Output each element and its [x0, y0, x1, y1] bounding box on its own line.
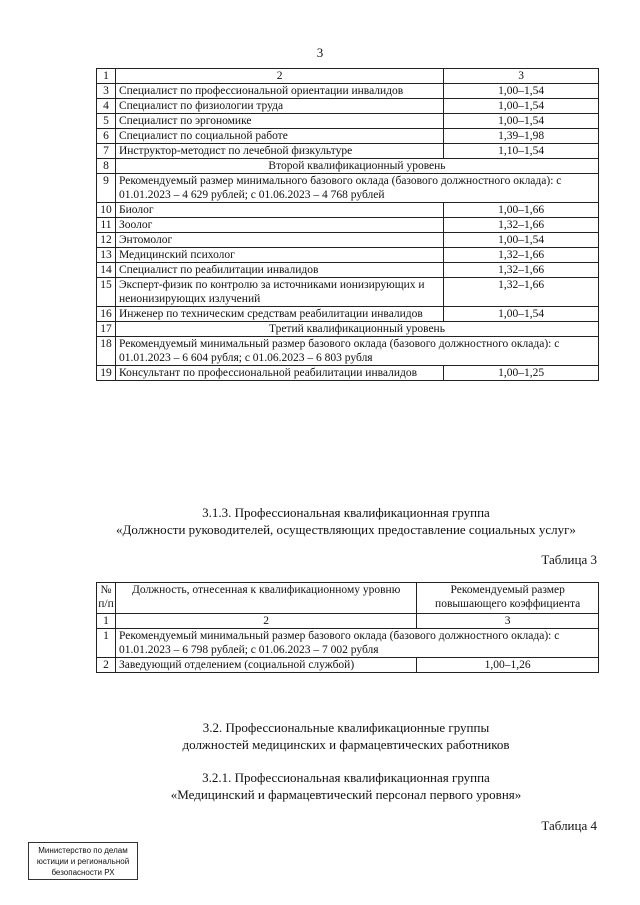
table-2-row-coefficient: 1,32–1,66 [444, 263, 599, 278]
table-2-row-coefficient: 1,00–1,54 [444, 99, 599, 114]
section-3-1-3-line2: «Должности руководителей, осуществляющих предоставление социальных услуг» [116, 522, 576, 537]
table-2-row [97, 99, 599, 114]
section-3-1-3-line1: 3.1.3. Профессиональная квалификационная группа [202, 505, 490, 520]
table-2-row-number: 11 [97, 218, 116, 233]
table-3-row-span-text: Рекомендуемый минимальный размер базового оклада (базового должностного оклада): с 01.01.2023 – 6 798 рублей; с 01.06.2023 – 7 002 рубля [115, 629, 598, 658]
table-2-row-number: 6 [97, 129, 116, 144]
table-3-col-num: № п/п [97, 583, 116, 614]
table-2-row [97, 129, 599, 144]
page-number: 3 [316, 45, 324, 60]
table-2-col-2: 2 [115, 69, 443, 84]
table-2-row-number: 7 [97, 144, 116, 159]
table-2-row-coefficient: 1,32–1,66 [444, 218, 599, 233]
table-3-label: Таблица 3 [541, 552, 597, 567]
section-3-2-1-line2: «Медицинский и фармацевтический персонал первого уровня» [170, 787, 522, 802]
table-3-header-row [97, 583, 599, 614]
table-3-num-3: 3 [417, 614, 599, 629]
table-3-num-2: 2 [115, 614, 416, 629]
stamp-line3: безопасности РХ [51, 868, 115, 877]
table-2-continued [96, 68, 599, 381]
table-2-row-position: Эксперт-физик по контролю за источниками ионизирующих и неионизирующих излучений [115, 278, 443, 307]
table-2-row-number: 13 [97, 248, 116, 263]
section-3-1-3-title [0, 504, 640, 538]
table-2-row [97, 203, 599, 218]
table-2-row [97, 144, 599, 159]
table-2-row-coefficient: 1,32–1,66 [444, 248, 599, 263]
table-2-row-number: 15 [97, 278, 116, 307]
table-2-row [97, 84, 599, 99]
table-2-row-span-text: Рекомендуемый минимальный размер базового оклада (базового должностного оклада): с 01.01.2023 – 6 604 рубля; с 01.06.2023 – 6 803 рубля [115, 337, 598, 366]
table-2-row [97, 174, 599, 203]
table-2-row-position: Инженер по техническим средствам реабилитации инвалидов [115, 307, 443, 322]
table-3-row-coefficient: 1,00–1,26 [417, 658, 599, 673]
table-2-row-number: 3 [97, 84, 116, 99]
table-2-row-position: Консультант по профессиональной реабилитации инвалидов [115, 366, 443, 381]
table-2-row-coefficient: 1,00–1,66 [444, 203, 599, 218]
table-2-col-3: 3 [444, 69, 599, 84]
stamp-line2: юстиции и региональной [36, 857, 130, 866]
table-2-row-coefficient: 1,39–1,98 [444, 129, 599, 144]
section-3-2-1-title [0, 769, 640, 803]
table-3-col-position: Должность, отнесенная к квалификационному уровню [115, 583, 416, 614]
table-2-row [97, 307, 599, 322]
table-2-row-number: 12 [97, 233, 116, 248]
table-2-row-position: Зоолог [115, 218, 443, 233]
table-2-row-coefficient: 1,00–1,54 [444, 114, 599, 129]
table-2-row-number: 16 [97, 307, 116, 322]
section-3-2-line2: должностей медицинских и фармацевтических работников [182, 737, 510, 752]
table-2-row-span-text: Рекомендуемый размер минимального базового оклада (базового должностного оклада): с 01.01.2023 – 4 629 рублей; с 01.06.2023 – 4 768 рублей [115, 174, 598, 203]
table-3 [96, 582, 599, 673]
table-2-row-number: 5 [97, 114, 116, 129]
table-2-row-coefficient: 1,32–1,66 [444, 278, 599, 307]
table-2-row-position: Специалист по профессиональной ориентации инвалидов [115, 84, 443, 99]
table-2-row-span-text: Третий квалификационный уровень [115, 322, 598, 337]
table-2-row-position: Специалист по социальной работе [115, 129, 443, 144]
table-2-row [97, 218, 599, 233]
section-3-2-1-line1: 3.2.1. Профессиональная квалификационная группа [202, 770, 490, 785]
table-2-row-position: Инструктор-методист по лечебной физкультуре [115, 144, 443, 159]
table-2-row-position: Энтомолог [115, 233, 443, 248]
registration-stamp [28, 842, 138, 880]
table-2-row-number: 19 [97, 366, 116, 381]
table-2-row-number: 4 [97, 99, 116, 114]
table-2-row [97, 114, 599, 129]
table-2-row [97, 366, 599, 381]
table-2-row-number: 17 [97, 322, 116, 337]
table-2-row-position: Специалист по физиологии труда [115, 99, 443, 114]
table-2-row-number: 18 [97, 337, 116, 366]
table-3-col-coef: Рекомендуемый размер повышающего коэффициента [417, 583, 599, 614]
table-2-row-coefficient: 1,00–1,54 [444, 84, 599, 99]
table-2-row-number: 8 [97, 159, 116, 174]
table-3-row-number: 1 [97, 629, 116, 658]
table-2-row-coefficient: 1,10–1,54 [444, 144, 599, 159]
table-4-label: Таблица 4 [541, 818, 597, 833]
stamp-line1: Министерство по делам [38, 846, 128, 855]
table-3-row-number: 2 [97, 658, 116, 673]
table-2-row [97, 263, 599, 278]
table-3-num-1: 1 [97, 614, 116, 629]
table-2-row-number: 9 [97, 174, 116, 203]
section-3-2-title [0, 719, 640, 753]
table-2-row [97, 248, 599, 263]
table-2-row-coefficient: 1,00–1,54 [444, 233, 599, 248]
table-2-row-number: 14 [97, 263, 116, 278]
table-3-numbering-row [97, 614, 599, 629]
table-2-row [97, 233, 599, 248]
table-2-row-coefficient: 1,00–1,25 [444, 366, 599, 381]
table-2-row-number: 10 [97, 203, 116, 218]
table-2-col-1: 1 [97, 69, 116, 84]
table-3-row-position: Заведующий отделением (социальной службой) [115, 658, 416, 673]
table-2-row [97, 337, 599, 366]
table-3-row [97, 658, 599, 673]
table-2-row-position: Специалист по реабилитации инвалидов [115, 263, 443, 278]
table-2-numbering-row [97, 69, 599, 84]
table-2-row [97, 278, 599, 307]
table-2-row-position: Медицинский психолог [115, 248, 443, 263]
section-3-2-line1: 3.2. Профессиональные квалификационные группы [202, 720, 490, 735]
table-2-row [97, 159, 599, 174]
table-2-row-span-text: Второй квалификационный уровень [115, 159, 598, 174]
table-2-row-coefficient: 1,00–1,54 [444, 307, 599, 322]
table-2-row [97, 322, 599, 337]
table-3-row [97, 629, 599, 658]
table-2-row-position: Биолог [115, 203, 443, 218]
table-2-row-position: Специалист по эргономике [115, 114, 443, 129]
